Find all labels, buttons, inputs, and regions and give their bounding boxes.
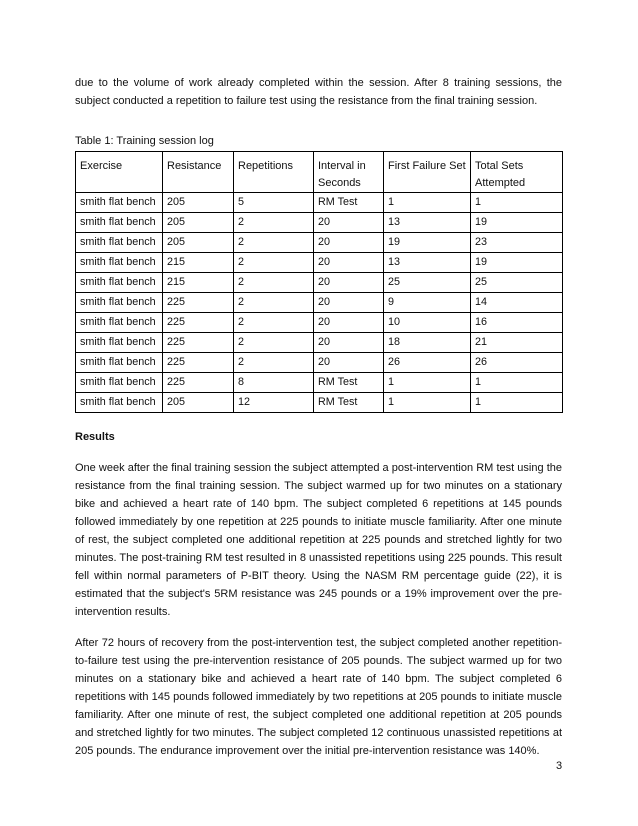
cell-resistance: 205 bbox=[163, 193, 234, 213]
cell-exercise: smith flat bench bbox=[76, 233, 163, 253]
cell-repetitions: 5 bbox=[234, 193, 314, 213]
cell-resistance: 205 bbox=[163, 213, 234, 233]
table-row bbox=[76, 393, 563, 413]
table-row bbox=[76, 293, 563, 313]
cell-interval: 20 bbox=[314, 353, 384, 373]
cell-total-sets: 1 bbox=[471, 373, 563, 393]
cell-total-sets: 1 bbox=[471, 193, 563, 213]
results-paragraph-2: After 72 hours of recovery from the post-intervention test, the subject completed another repetition-to-failure test using the pre-intervention resistance of 205 pounds. The subject warmed up for two minutes on a stationary bike and achieved a heart rate of 140 bpm. The subject completed 6 repetitions with 145 pounds followed immediately by two repetitions at 205 pounds to initiate muscle familiarity. After one minute of rest, the subject completed one additional repetition at 205 pounds and stretched lightly for two minutes. The subject completed 12 continuous unassisted repetitions at 205 pounds. The endurance improvement over the initial pre-intervention resistance was 140%. bbox=[75, 637, 562, 757]
header-exercise: Exercise bbox=[76, 152, 163, 193]
cell-repetitions: 2 bbox=[234, 213, 314, 233]
table-row bbox=[76, 193, 563, 213]
table-row bbox=[76, 233, 563, 253]
cell-total-sets: 1 bbox=[471, 393, 563, 413]
cell-repetitions: 2 bbox=[234, 233, 314, 253]
cell-repetitions: 2 bbox=[234, 333, 314, 353]
cell-resistance: 205 bbox=[163, 393, 234, 413]
cell-interval: RM Test bbox=[314, 373, 384, 393]
cell-total-sets: 21 bbox=[471, 333, 563, 353]
cell-repetitions: 2 bbox=[234, 293, 314, 313]
cell-interval: RM Test bbox=[314, 193, 384, 213]
cell-total-sets: 14 bbox=[471, 293, 563, 313]
intro-paragraph: due to the volume of work already completed within the session. After 8 training sessions, the subject conducted a repetition to failure test using the resistance from the final training session. bbox=[75, 77, 562, 107]
cell-repetitions: 2 bbox=[234, 253, 314, 273]
cell-resistance: 215 bbox=[163, 253, 234, 273]
cell-interval: 20 bbox=[314, 273, 384, 293]
table-body bbox=[76, 193, 563, 413]
header-resistance: Resistance bbox=[163, 152, 234, 193]
cell-exercise: smith flat bench bbox=[76, 333, 163, 353]
table-row bbox=[76, 373, 563, 393]
cell-repetitions: 2 bbox=[234, 353, 314, 373]
cell-exercise: smith flat bench bbox=[76, 293, 163, 313]
table-row bbox=[76, 213, 563, 233]
cell-first-failure: 13 bbox=[384, 213, 471, 233]
cell-first-failure: 26 bbox=[384, 353, 471, 373]
table-row bbox=[76, 333, 563, 353]
cell-interval: RM Test bbox=[314, 393, 384, 413]
cell-exercise: smith flat bench bbox=[76, 273, 163, 293]
cell-total-sets: 19 bbox=[471, 253, 563, 273]
cell-exercise: smith flat bench bbox=[76, 213, 163, 233]
cell-interval: 20 bbox=[314, 253, 384, 273]
cell-repetitions: 12 bbox=[234, 393, 314, 413]
cell-total-sets: 16 bbox=[471, 313, 563, 333]
cell-resistance: 225 bbox=[163, 333, 234, 353]
cell-first-failure: 13 bbox=[384, 253, 471, 273]
cell-total-sets: 23 bbox=[471, 233, 563, 253]
table-caption: Table 1: Training session log bbox=[75, 135, 214, 147]
table-row bbox=[76, 253, 563, 273]
cell-repetitions: 2 bbox=[234, 313, 314, 333]
header-repetitions: Repetitions bbox=[234, 152, 314, 193]
cell-total-sets: 19 bbox=[471, 213, 563, 233]
cell-interval: 20 bbox=[314, 213, 384, 233]
cell-repetitions: 2 bbox=[234, 273, 314, 293]
cell-resistance: 205 bbox=[163, 233, 234, 253]
cell-first-failure: 18 bbox=[384, 333, 471, 353]
cell-first-failure: 1 bbox=[384, 193, 471, 213]
cell-resistance: 215 bbox=[163, 273, 234, 293]
cell-total-sets: 26 bbox=[471, 353, 563, 373]
cell-resistance: 225 bbox=[163, 293, 234, 313]
table-row bbox=[76, 273, 563, 293]
cell-first-failure: 19 bbox=[384, 233, 471, 253]
cell-resistance: 225 bbox=[163, 313, 234, 333]
cell-first-failure: 9 bbox=[384, 293, 471, 313]
table-row bbox=[76, 313, 563, 333]
cell-interval: 20 bbox=[314, 233, 384, 253]
header-first-failure: First Failure Set bbox=[384, 152, 471, 193]
cell-exercise: smith flat bench bbox=[76, 373, 163, 393]
results-heading: Results bbox=[75, 431, 115, 443]
table-row bbox=[76, 353, 563, 373]
cell-first-failure: 1 bbox=[384, 373, 471, 393]
cell-exercise: smith flat bench bbox=[76, 313, 163, 333]
cell-first-failure: 10 bbox=[384, 313, 471, 333]
page-content bbox=[75, 74, 562, 773]
results-paragraph-1: One week after the final training session the subject attempted a post-intervention RM test using the resistance from the final training session. The subject warmed up for two minutes on a stationary bike and achieved a heart rate of 140 bpm. The subject completed 6 repetitions at 145 pounds followed immediately by one repetition at 225 pounds to initiate muscle familiarity. After one minute of rest, the subject completed one additional repetition at 225 pounds and stretched lightly for two minutes. The post-training RM test resulted in 8 unassisted repetitions using 225 pounds. This result fell within normal parameters of P-BIT theory. Using the NASM RM percentage guide (22), it is estimated that the subject's 5RM resistance was 245 pounds or a 19% improvement over the pre-intervention results. bbox=[75, 462, 562, 618]
cell-exercise: smith flat bench bbox=[76, 193, 163, 213]
cell-first-failure: 25 bbox=[384, 273, 471, 293]
cell-exercise: smith flat bench bbox=[76, 393, 163, 413]
cell-repetitions: 8 bbox=[234, 373, 314, 393]
training-log-table bbox=[75, 151, 563, 413]
cell-total-sets: 25 bbox=[471, 273, 563, 293]
table-header-row bbox=[76, 152, 563, 193]
cell-first-failure: 1 bbox=[384, 393, 471, 413]
page-number: 3 bbox=[556, 760, 563, 772]
cell-interval: 20 bbox=[314, 333, 384, 353]
header-total-sets: Total Sets Attempted bbox=[471, 152, 563, 193]
cell-exercise: smith flat bench bbox=[76, 253, 163, 273]
header-interval: Interval in Seconds bbox=[314, 152, 384, 193]
cell-resistance: 225 bbox=[163, 373, 234, 393]
cell-interval: 20 bbox=[314, 293, 384, 313]
cell-resistance: 225 bbox=[163, 353, 234, 373]
cell-interval: 20 bbox=[314, 313, 384, 333]
cell-exercise: smith flat bench bbox=[76, 353, 163, 373]
